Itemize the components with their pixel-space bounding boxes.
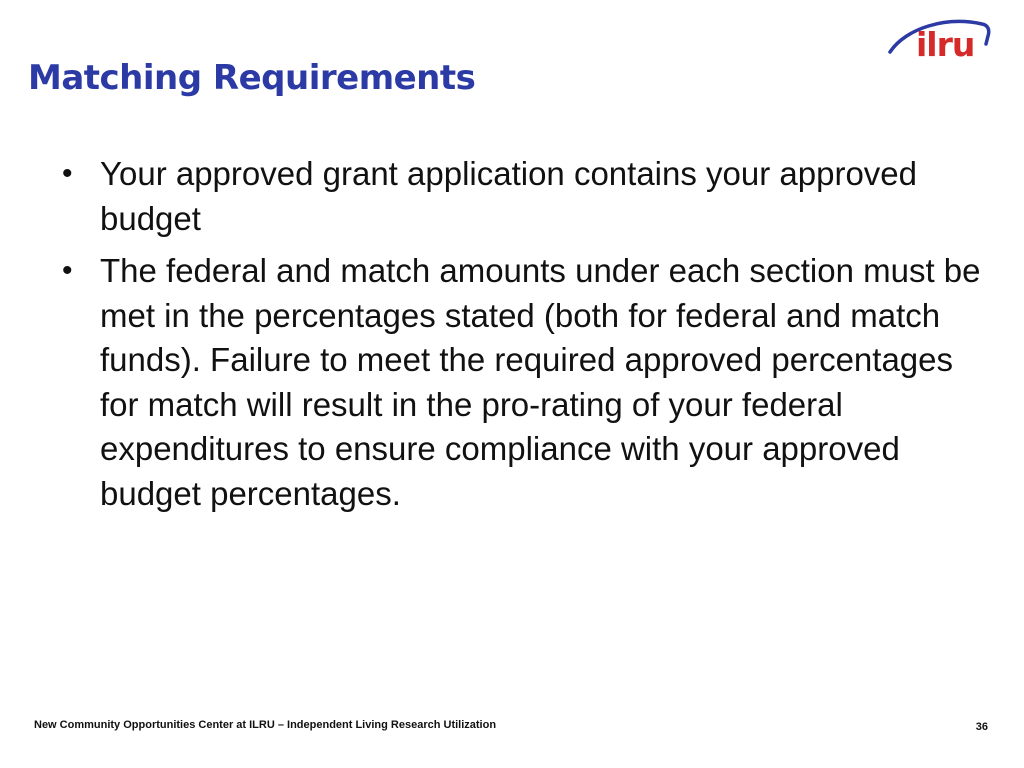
logo-text: ilru (916, 25, 975, 64)
bullet-list (60, 152, 1000, 524)
list-item (60, 152, 1000, 241)
ilru-logo (886, 14, 996, 74)
bullet-marker: • (62, 254, 73, 287)
bullet-text: The federal and match amounts under each section must be met in the percentages stated (both for federal and match funds). Failure to meet the required approved percentages for match will result in the pro-rating of your federal expenditures to ensure compliance with your approved budget percentages. (100, 252, 981, 512)
bullet-text: Your approved grant application contains your approved budget (100, 155, 918, 237)
footer-organization: New Community Opportunities Center at ILRU – Independent Living Research Utilization (34, 719, 497, 731)
page-number: 36 (975, 721, 988, 733)
bullet-marker: • (62, 157, 73, 190)
list-item (60, 249, 1000, 516)
page-title: Matching Requirements (28, 58, 476, 98)
